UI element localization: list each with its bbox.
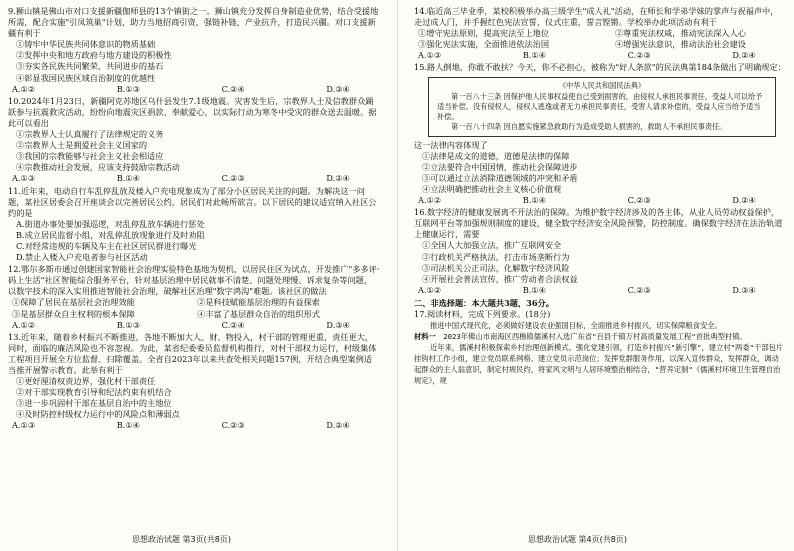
question-15	[414, 62, 786, 206]
q10-choice-d: D.②④	[326, 173, 350, 184]
q13-option-2: ②对干部实现教育引导和纪法约束有机结合	[16, 387, 172, 398]
civil-code-title: 《中华人民共和国民法典》	[558, 80, 646, 90]
q13-choice-a: A.①③	[12, 420, 36, 431]
right-page	[414, 6, 786, 386]
q9-choice-d: D.③④	[326, 83, 350, 94]
q10-option-1: ①宗教界人士认真履行了法律规定的义务	[16, 129, 164, 140]
q12-option-3: ③是基层群众自主权利的根本保障	[12, 308, 135, 319]
q9-choice-b: B.①③	[116, 83, 141, 94]
q15-option-1: ①法律是成文的道德，道德是法律的保障	[422, 150, 570, 161]
q16-choices	[414, 285, 786, 296]
q13-choice-b: B.①④	[116, 420, 141, 431]
material-1-label: 材料一	[414, 332, 436, 342]
q10-option-2: ②宗教界人士是拥爱社会主义国家的	[16, 140, 148, 151]
civil-code-excerpt-box	[428, 77, 776, 137]
q10-choices	[8, 173, 380, 184]
q9-choice-a: A.①②	[12, 83, 36, 94]
q16-choice-a: A.①②	[418, 284, 442, 295]
page-divider	[397, 0, 398, 551]
q12-options-row2	[8, 309, 380, 320]
q11-stem: 11.近年来，电动自行车乱停乱放及楼入户充电现象成为了部分小区居民关注的问题。为解决这一问题，某社区居委会召开座谈会以完善居民公约，居民们对此畅所欲言。以下居民的建议适宜纳入社区公约的是	[8, 185, 377, 218]
q12-choices	[8, 320, 380, 331]
q12-stem: 12.鄂尔多斯市通过创建国家智能社会治理实验特色基地为契机，以居民住区为试点，开发推广"多多评·码上生活"社区智能综合服务平台，针对基层治理中居民就事不清楚、问题处理慢、诉求复杂等问题，以数字技术的深入实用推进智能社会治理，破解社区治理"数字鸿沟"难题。该社区的做法	[8, 264, 380, 297]
q9-choice-c: C.②④	[221, 83, 245, 94]
q10-option-3: ③我国的宗教能够与社会主义社会相适应	[16, 151, 164, 162]
q11-option-c: C.对经常违规的车辆及车主在社区居民群进行曝光	[16, 240, 197, 251]
question-16	[414, 207, 786, 296]
q13-option-4: ④及时防控村级权力运行中的风险点和薄弱点	[16, 409, 180, 420]
q15-choice-c: C.②③	[627, 195, 651, 206]
q14-options-row2	[414, 39, 786, 50]
q13-choice-c: C.②③	[221, 420, 245, 431]
q14-option-2: ②尊重宪法权威，推动宪法深入人心	[614, 28, 746, 39]
q14-choices	[414, 50, 786, 61]
q17-heading: 17.阅读材料，完成下列要求。(18分)	[414, 308, 551, 319]
q13-option-1: ①更好厘清权责边界，强化村干部责任	[16, 376, 156, 387]
q14-choice-c: C.②③	[627, 50, 651, 61]
q14-choice-d: D.②④	[732, 50, 756, 61]
q15-choice-b: B.①④	[522, 195, 547, 206]
question-9	[8, 6, 380, 95]
q12-options-row1	[8, 297, 380, 308]
q17-material-1-body: 近年来，儒溪村积极探索乡村治理创新模式。强化党建引领，打造乡村振兴"新引擎"，建立村"两委"干部包片挂钩村工作小组，建立党员联系网格、建立党员示范岗位；发挥党群服务作用，以深入宣传群众，发挥群众，调动起群众的主人翁意识，制定村规民约，将家风文明与人居环境整治相结合，"营养定制"《儒溪村环境卫生管理自治规定》，规	[414, 343, 784, 386]
q16-stem: 16.数字经济的健康发展离不开法治的保障。为维护数字经济涉及的各主体，从业人员劳动权益保护，互联网平台等加强规则制度的建设，健全数字经济安全风险预警，防控制度。确保数字经济在法治轨道上健康运行，需要	[414, 207, 783, 240]
section-2-heading: 二、非选择题：本大题共3题，36分。	[414, 297, 554, 308]
q16-option-2: ②行政机关严格执法，打击市场垄断行为	[422, 251, 570, 262]
q10-choice-b: B.①④	[116, 173, 141, 184]
q16-choice-c: C.②③	[627, 284, 651, 295]
q15-choices	[414, 195, 786, 206]
question-11	[8, 186, 380, 264]
q12-option-1: ①保障了居民在基层社会治理效能	[12, 297, 135, 308]
q16-option-1: ①全国人大加强立法，推广互联网安全	[422, 240, 562, 251]
q15-option-4: ④立法明确把推动社会主义核心价值观	[422, 183, 562, 194]
question-13	[8, 332, 380, 432]
q10-option-4: ④宗教推动社会发展，应该支持鼓励宗教活动	[16, 162, 180, 173]
question-10	[8, 96, 380, 185]
q16-option-4: ④开展社会普法宣传，推广劳动者合法权益	[422, 273, 578, 284]
civil-code-article-183: 第一百八十三条 因保护他人民事权益使自己受到损害的，由侵权人承担民事责任，受益人可以给予适当补偿。没有侵权人，侵权人逃逸或者无力承担民事责任，受害人请求补偿的，受益人应当给予适当补偿。	[437, 91, 763, 121]
q14-choice-a: A.①③	[418, 50, 442, 61]
q17-intro: 推进中国式现代化，必须做好建设农业强国目标，全面推进乡村振兴，切实保障粮食安全。	[430, 321, 722, 331]
page-footer-left: 思想政治试题 第3页(共8页)	[132, 535, 231, 544]
q14-options-row1	[414, 28, 786, 39]
q12-choice-d: D.③④	[326, 319, 350, 330]
q15-after-text: 这一法律内容体现了	[414, 139, 488, 150]
q16-choice-d: D.③④	[732, 284, 756, 295]
question-12	[8, 264, 380, 331]
q11-option-b: B.成立居民监督小组，对乱停乱放现象进行及时劝阻	[16, 229, 205, 240]
q14-stem: 14.临近高三毕业季，某校积极举办高三级学生"成人礼"活动，在师长和学弟学妹的掌声与祝福声中，走过成人门，并手握红色宪法宣誓，仪式庄重，誓言铿锵。学校举办此项活动有利于	[414, 6, 779, 28]
q15-option-2: ②立法要符合中国国情，推动社会保障进步	[422, 161, 578, 172]
q10-choice-a: A.①③	[12, 173, 36, 184]
q13-option-3: ③进一步巩固村干部在基层自治中的主地位	[16, 398, 172, 409]
left-page	[8, 6, 380, 433]
q11-option-d: D.禁止入楼入户充电者参与社区活动	[16, 252, 148, 263]
q12-choice-b: B.①③	[116, 319, 141, 330]
q9-choices	[8, 84, 380, 95]
q9-stem: 9.狮山镇是佛山市对口支援新疆伽师县的13个镇街之一。狮山镇充分发挥自身制造业优势，结合受援地所需，配合实施"引凤筑巢"计划，助力当地招商引资，强链补链，产业抗升，打造民兴疆。对口支援新疆有利于	[8, 6, 379, 39]
q13-choices	[8, 420, 380, 431]
q9-option-3: ③夯实各民族共同繁荣，共同进步的基石	[16, 61, 164, 72]
q14-option-1: ①增守宪法原则，提高宪法至上地位	[418, 28, 550, 39]
q12-option-2: ②是科技赋能基层治理的有益探索	[197, 297, 320, 308]
q14-choice-b: B.①④	[522, 50, 547, 61]
q17-material-1	[414, 331, 786, 342]
q12-choice-a: A.①②	[12, 319, 36, 330]
civil-code-article-184: 第一百八十四条 因自愿实施紧急救助行为造成受助人损害的，救助人不承担民事责任。	[451, 121, 727, 131]
q12-choice-c: C.②④	[221, 319, 245, 330]
q15-option-3: ③可以通过立法消除道德领域的冲突和矛盾	[422, 172, 578, 183]
q14-option-4: ④增强宪法意识，推动法治社会建设	[614, 39, 746, 50]
q9-option-1: ①铸牢中华民族共同体意识的物质基础	[16, 39, 156, 50]
q15-choice-d: D.②④	[732, 195, 756, 206]
question-14	[414, 6, 786, 61]
q12-option-4: ④丰富了基层群众自治的组织形式	[197, 308, 320, 319]
q9-option-4: ④彰显我国民族区域自治制度的优越性	[16, 72, 156, 83]
q14-option-3: ③强化宪法实施，全面推进依法治国	[418, 39, 550, 50]
page-footer-right: 思想政治试题 第4页(共8页)	[528, 535, 627, 544]
q9-option-2: ②发挥中央和地方政府与地方建设的积极性	[16, 50, 172, 61]
q11-option-a: A.街道办事处要加强巡逻，对乱停乱放车辆进行惩处	[16, 218, 205, 229]
q16-choice-b: B.①④	[522, 284, 547, 295]
q10-choice-c: C.②③	[221, 173, 245, 184]
q15-choice-a: A.①②	[418, 195, 442, 206]
q13-choice-d: D.②④	[326, 420, 350, 431]
q13-stem: 13.近年来，随着乡村振兴不断推进，各地不断加大人、财、物投入，村干部的管理更重，责任更大，同时，面临的廉洁风险也不容忽视。为此，某省纪委委员监督机构推行，对村干部权力运行，村级集体工程项目开展全方位监督、扫除覆盖。全省自2023年以来共查处相关问题157例，开结合典型案例适当推开展警示教育。此举有利于	[8, 331, 377, 375]
q10-stem: 10.2024年1月23日，新疆阿克苏地区乌什县发生7.1级地震。灾害发生后，宗教界人士及信教群众踊跃参与抗震救灾活动，纷纷向地震灾区捐款、奉献爱心，以实际行动为寒冬中受灾的群众送去温暖。据此可以看出	[8, 95, 377, 128]
q15-stem: 15.路人倒地，你敢不敢扶？今天，你不必担心，被称为"好人条款"的民法典第184条做出了明确规定：	[414, 62, 786, 73]
material-1-text: 2023年佛山市南海区西樵镇儒溪村入选广东省"百县千镇万村高质量发展工程"首批典型村镇。	[443, 332, 747, 342]
q16-option-3: ③司法机关公正司法，化解数字经济风险	[422, 262, 570, 273]
